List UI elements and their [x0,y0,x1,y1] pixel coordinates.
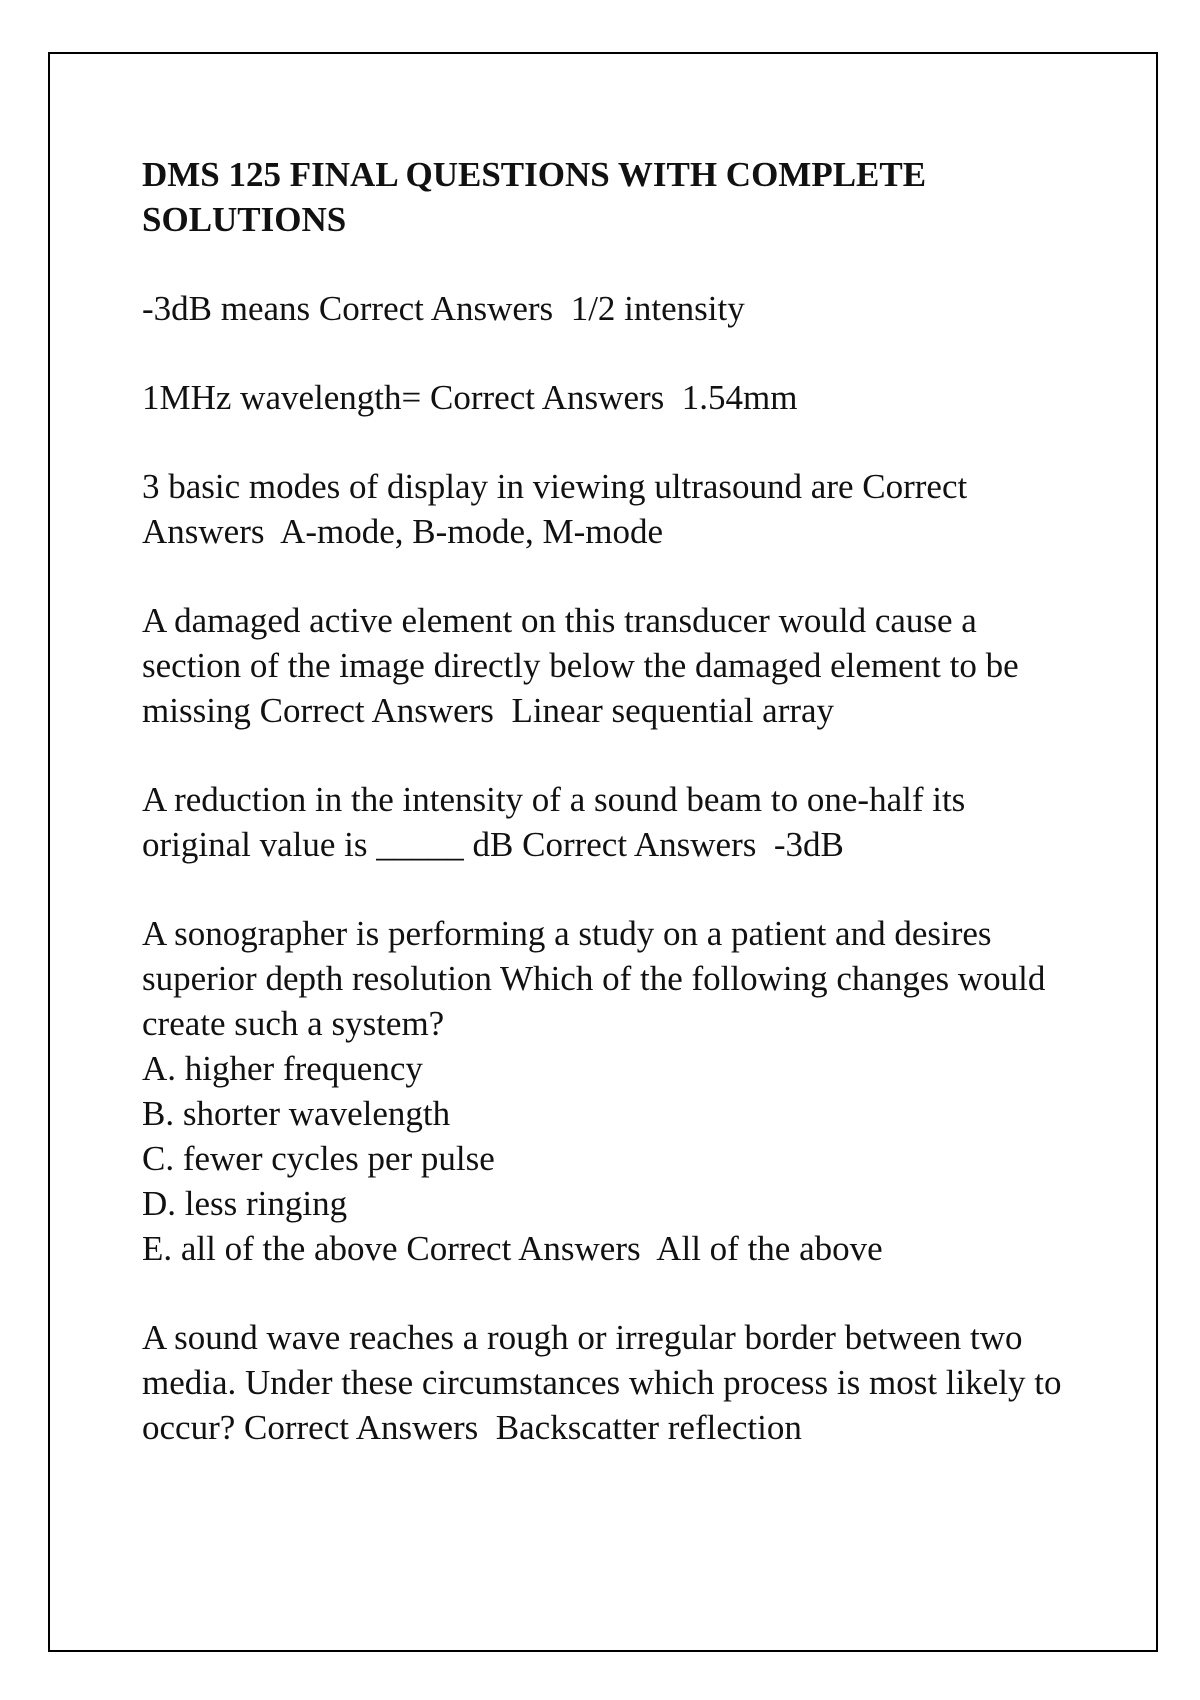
qa-item-3 [142,464,1082,554]
answer-label: Correct Answers [318,289,554,328]
option-c: C. fewer cycles per pulse [142,1139,495,1178]
answer-label: Correct Answers [142,467,975,551]
option-d: D. less ringing [142,1184,348,1223]
qa-item-4 [142,598,1082,733]
answer-label: Correct Answers [244,1408,479,1447]
question-text: A sonographer is performing a study on a patient and desires superior depth resolution Which of the following changes would create such a system? [142,914,1055,1043]
question-text: 3 basic modes of display in viewing ultrasound are [142,467,854,506]
question-text: -3dB means [142,289,311,328]
qa-item-6 [142,911,1082,1271]
answer-text: -3dB [773,825,844,864]
document-body [142,152,1082,1494]
answer-text: Backscatter reflection [495,1408,802,1447]
option-e: E. all of the above [142,1229,398,1268]
answer-text: 1/2 intensity [570,289,745,328]
answer-text: Linear sequential array [511,691,835,730]
question-text: 1MHz wavelength= [142,378,422,417]
option-b: B. shorter wavelength [142,1094,451,1133]
answer-label: Correct Answers [259,691,494,730]
question-text: A damaged active element on this transducer would cause a section of the image directly below the damaged element to be missing [142,601,1028,730]
qa-item-2 [142,375,1082,420]
document-title: DMS 125 FINAL QUESTIONS WITH COMPLETE SOLUTIONS [142,155,927,239]
answer-label: Correct Answers [430,378,665,417]
answer-text: A-mode, B-mode, M-mode [280,512,664,551]
qa-item-7 [142,1315,1082,1450]
qa-item-1 [142,286,1082,331]
option-a: A. higher frequency [142,1049,423,1088]
qa-item-5 [142,777,1082,867]
answer-text: 1.54mm [681,378,798,417]
answer-text: All of the above [656,1229,883,1268]
answer-label: Correct Answers [406,1229,641,1268]
question-text: A reduction in the intensity of a sound beam to one-half its original value is _____ dB [142,780,975,864]
question-text: A sound wave reaches a rough or irregular border between two media. Under these circumstances which process is most likely to occur? [142,1318,1071,1447]
answer-label: Correct Answers [522,825,757,864]
